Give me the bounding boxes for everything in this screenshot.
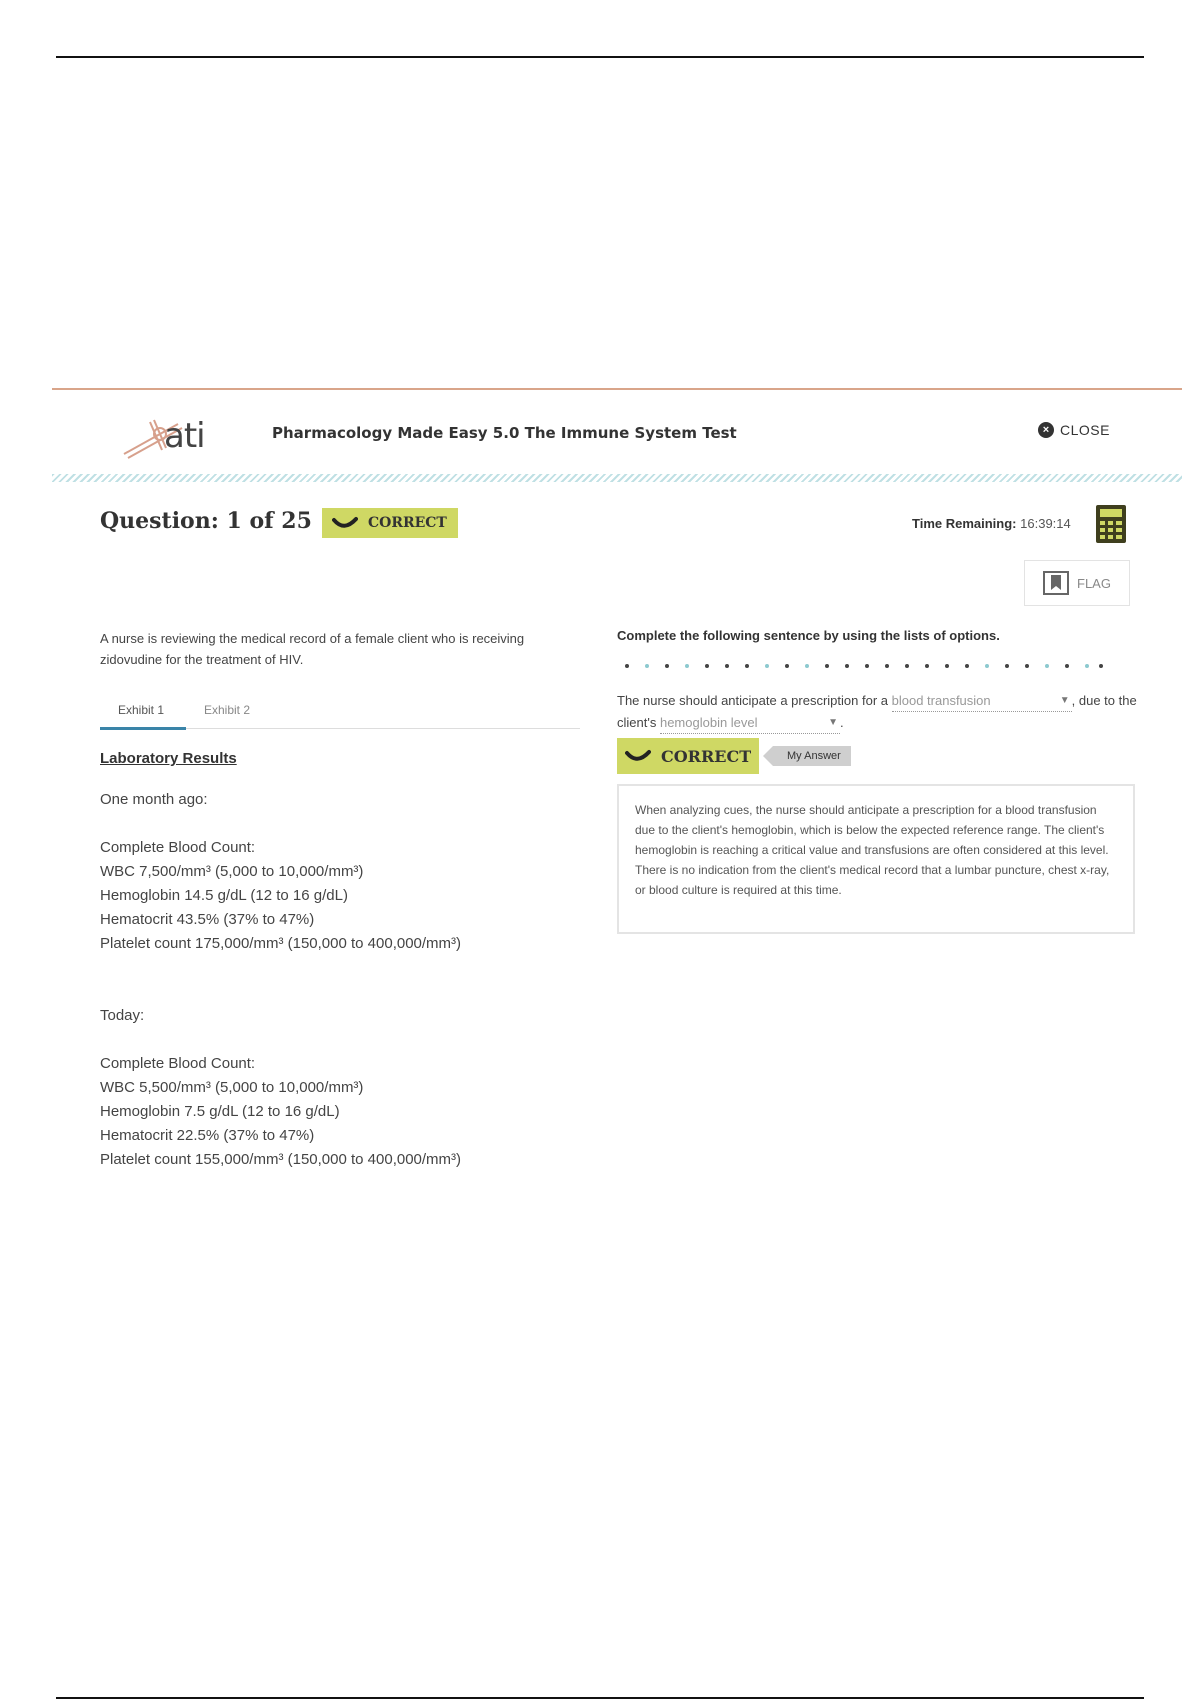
test-title: Pharmacology Made Easy 5.0 The Immune System Test [272, 424, 737, 442]
question-stem: A nurse is reviewing the medical record of a female client who is receiving zidovudine for the treatment of HIV. [100, 631, 525, 667]
chevron-down-icon: ▼ [828, 717, 838, 728]
question-status-label: CORRECT [368, 515, 447, 531]
tab-exhibit-1[interactable]: Exhibit 1 [118, 703, 165, 717]
lab-line: Hematocrit 43.5% (37% to 47%) [100, 911, 315, 928]
spacer [100, 980, 461, 1004]
spacer [100, 812, 461, 836]
dropdown-reason-value: hemoglobin level [659, 715, 758, 730]
question-counter: Question: 1 of 25 [100, 508, 312, 534]
active-tab-indicator [100, 727, 186, 730]
answer-instruction: Complete the following sentence by using the lists of options. [617, 628, 1000, 643]
question-status-badge [322, 508, 458, 538]
time-remaining-value: 16:39:14 [1020, 516, 1071, 531]
lab-line: Hematocrit 22.5% (37% to 47%) [100, 1127, 315, 1144]
result-row [617, 738, 851, 774]
time-remaining [912, 516, 1071, 531]
tab-exhibit-2[interactable]: Exhibit 2 [204, 703, 251, 717]
lab-line: Hemoglobin 14.5 g/dL (12 to 16 g/dL) [100, 887, 348, 904]
flag-button[interactable] [1024, 560, 1130, 606]
my-answer-tag[interactable]: My Answer [773, 746, 851, 766]
answer-result-label: CORRECT [661, 746, 752, 766]
close-icon: × [1038, 422, 1054, 438]
lab-line: Complete Blood Count: [100, 839, 256, 856]
question-bar [52, 488, 1182, 608]
lab-results-list [100, 788, 461, 1172]
lab-period-label: One month ago: [100, 791, 208, 808]
lab-line: WBC 5,500/mm³ (5,000 to 10,000/mm³) [100, 1079, 364, 1096]
answer-panel [617, 628, 1137, 897]
dropdown-reason[interactable] [660, 712, 840, 734]
dotted-divider [623, 662, 1103, 670]
close-button[interactable] [1038, 422, 1110, 438]
bookmark-flag-icon [1043, 571, 1069, 595]
dropdown-treatment[interactable] [892, 690, 1072, 712]
lab-line: Hemoglobin 7.5 g/dL (12 to 16 g/dL) [100, 1103, 340, 1120]
correct-check-icon [332, 516, 358, 530]
lab-line: Platelet count 155,000/mm³ (150,000 to 400,000/mm³) [100, 1151, 462, 1168]
answer-result-badge [617, 738, 759, 774]
lab-results-heading: Laboratory Results [100, 750, 237, 767]
spacer [100, 956, 461, 980]
rationale-box: When analyzing cues, the nurse should anticipate a prescription for a blood transfusion due to the client's hemoglobin, which is below the expected reference range. The client's hemoglobin is reaching a critical value and transfusions are often considered at this level. There is no indication from the client's medical record that a lumbar puncture, chest x-ray, or blood culture is required at this time. [617, 784, 1135, 934]
sentence-part-1: The nurse should anticipate a prescription for a [617, 693, 888, 708]
time-remaining-label: Time Remaining: [912, 516, 1017, 531]
lab-line: WBC 7,500/mm³ (5,000 to 10,000/mm³) [100, 863, 364, 880]
sentence-part-2: due to the client's [617, 693, 1137, 730]
lab-period-label: Today: [100, 1007, 145, 1024]
dropdown-treatment-value: blood transfusion [891, 693, 991, 708]
page-bottom-rule [56, 1697, 1144, 1699]
lab-line: Complete Blood Count: [100, 1055, 256, 1072]
chevron-down-icon: ▼ [1059, 695, 1070, 706]
app-header [52, 390, 1182, 476]
spacer [100, 1028, 461, 1052]
header-divider [52, 474, 1182, 482]
logo-text: ati [164, 416, 205, 456]
flag-label: FLAG [1077, 575, 1111, 591]
page-top-rule [56, 56, 1144, 58]
drop-down-sentence: The nurse should anticipate a prescription for a blood transfusion ▼ , due to the client's hemoglobin level ▼ . [617, 690, 1137, 734]
lab-line: Platelet count 175,000/mm³ (150,000 to 400,000/mm³) [100, 935, 462, 952]
exhibit-panel [100, 628, 580, 1168]
exhibit-tabs [100, 693, 580, 729]
calculator-icon[interactable] [1095, 504, 1127, 544]
correct-check-icon [625, 749, 651, 763]
test-window [52, 388, 1182, 1188]
close-label: CLOSE [1060, 422, 1110, 438]
sentence-end: . [839, 715, 844, 730]
